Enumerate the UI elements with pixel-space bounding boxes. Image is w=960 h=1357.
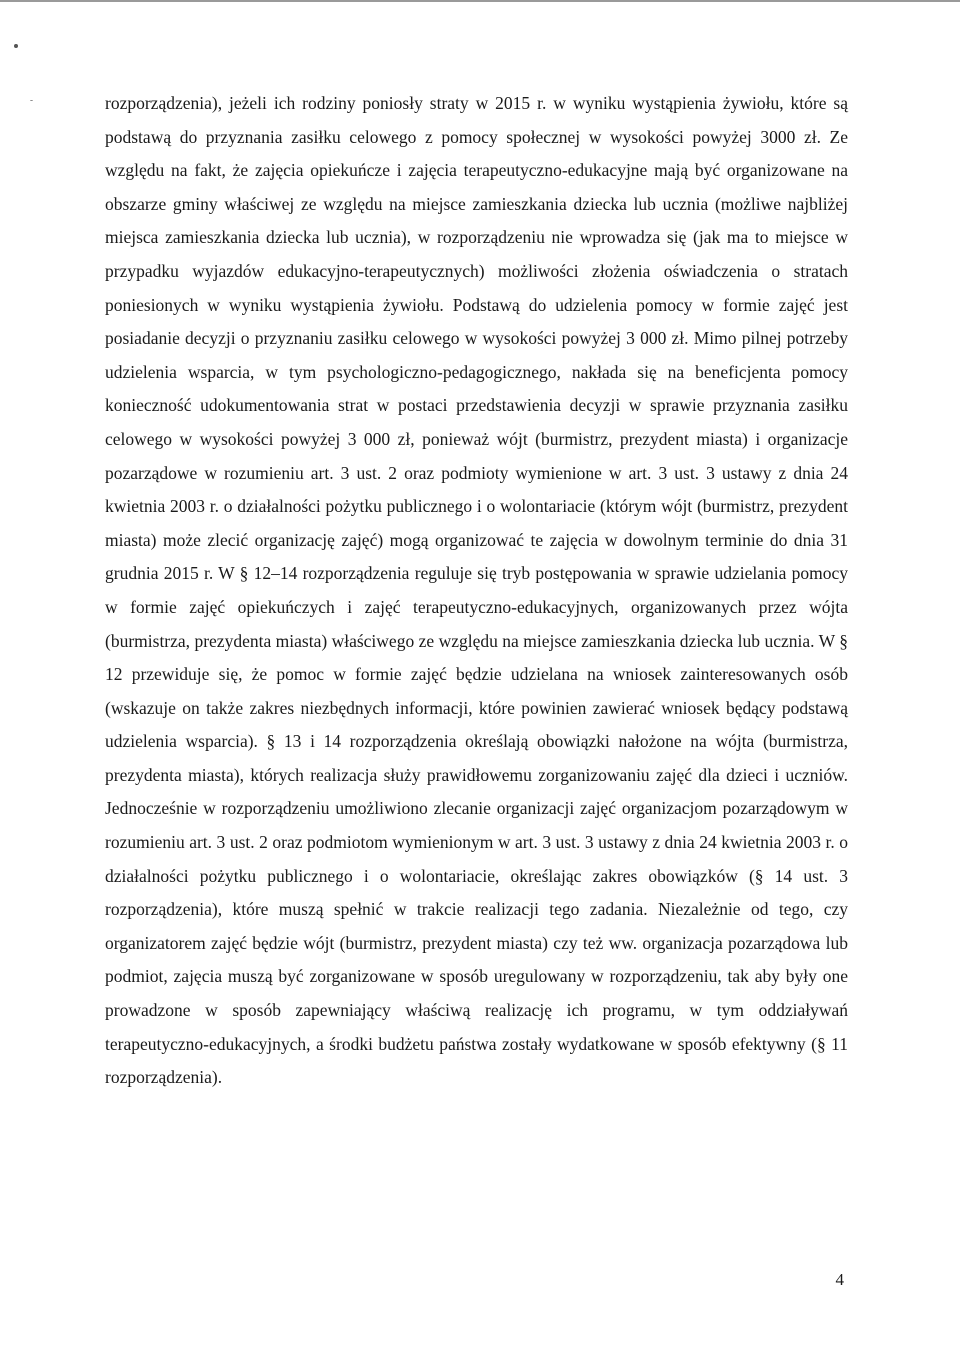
scan-top-edge [0, 0, 960, 2]
page-number: 4 [835, 1270, 844, 1289]
scan-mark [30, 100, 33, 101]
body-paragraph: rozporządzenia), jeżeli ich rodziny poniosły straty w 2015 r. w wyniku wystąpienia żywiołu, które są podstawą do przyznania zasiłku celowego z pomocy społecznej w wysokości powyżej 3000 zł. Ze względu na fakt, że zajęcia opiekuńcze i zajęcia terapeutyczno-edukacyjne mają być organizowane na obszarze gminy właściwej ze względu na miejsce zamieszkania dziecka lub ucznia (możliwe najbliżej miejsca zamieszkania dziecka lub ucznia), w rozporządzeniu nie wprowadza się (jak ma to miejsce w przypadku wyjazdów edukacyjno-terapeutycznych) możliwości złożenia oświadczenia o stratach poniesionych w wyniku wystąpienia żywiołu. Podstawą do udzielenia pomocy w formie zajęć jest posiadanie decyzji o przyznaniu zasiłku celowego w wysokości powyżej 3 000 zł. Mimo pilnej potrzeby udzielenia wsparcia, w tym psychologiczno-pedagogicznego, nakłada się na beneficjenta pomocy konieczność udokumentowania strat w postaci przedstawienia decyzji w sprawie przyznania zasiłku celowego w wysokości powyżej 3 000 zł, ponieważ wójt (burmistrz, prezydent miasta) i organizacje pozarządowe w rozumieniu art. 3 ust. 2 oraz podmioty wymienione w art. 3 ust. 3 ustawy z dnia 24 kwietnia 2003 r. o działalności pożytku publicznego i o wolontariacie (którym wójt (burmistrz, prezydent miasta) może zlecić organizację zajęć) mogą organizować te zajęcia w dowolnym terminie do dnia 31 grudnia 2015 r. W § 12–14 rozporządzenia reguluje się tryb postępowania w sprawie udzielania pomocy w formie zajęć opiekuńczych i zajęć terapeutyczno-edukacyjnych, organizowanych przez wójta (burmistrza, prezydenta miasta) właściwego ze względu na miejsce zamieszkania dziecka lub ucznia. W § 12 przewiduje się, że pomoc w formie zajęć będzie udzielana na wniosek zainteresowanych osób (wskazuje on także zakres niezbędnych informacji, które powinien zawierać wniosek będący podstawą udzielenia wsparcia). § 13 i 14 rozporządzenia określają obowiązki nałożone na wójta (burmistrza, prezydenta miasta), których realizacja służy prawidłowemu zorganizowaniu zajęć dla dzieci i uczniów. Jednocześnie w rozporządzeniu umożliwiono zlecanie organizacji zajęć organizacjom pozarządowym w rozumieniu art. 3 ust. 2 oraz podmiotom wymienionym w art. 3 ust. 3 ustawy z dnia 24 kwietnia 2003 r. o działalności pożytku publicznego i o wolontariacie, określając zakres obowiązków (§ 14 ust. 3 rozporządzenia), które muszą spełnić w trakcie realizacji tego zadania. Niezależnie od tego, czy organizatorem zajęć będzie wójt (burmistrz, prezydent miasta) czy też ww. organizacja pozarządowa lub podmiot, zajęcia muszą być zorganizowane w sposób uregulowany w rozporządzeniu, tak aby były one prowadzone w sposób zapewniający właściwą realizację ich programu, w tym oddziaływań terapeutyczno-edukacyjnych, a środki budżetu państwa zostały wydatkowane w sposób efektywny (§ 11 rozporządzenia). [105, 93, 848, 1088]
scan-speck [14, 44, 18, 48]
